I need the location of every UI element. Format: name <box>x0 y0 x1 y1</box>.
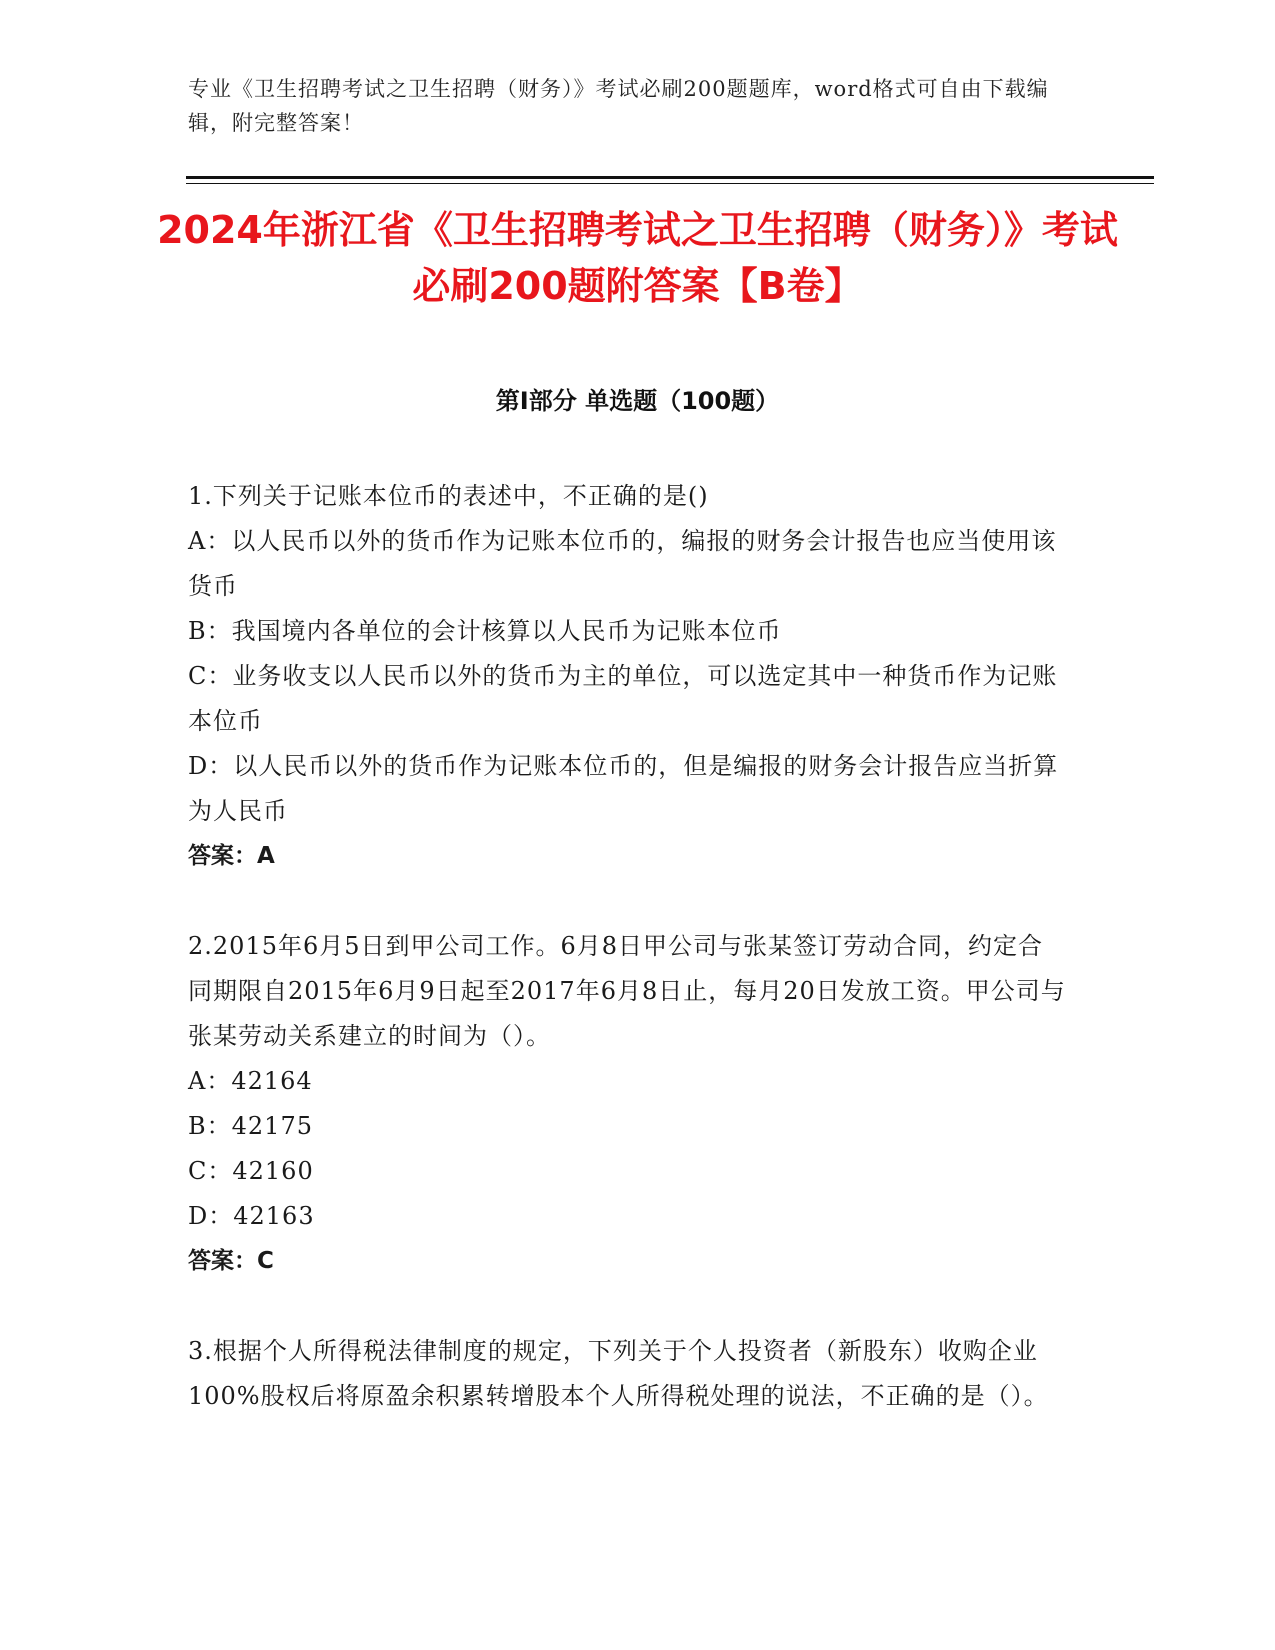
option-a: A：以人民币以外的货币作为记账本位币的，编报的财务会计报告也应当使用该货币 <box>188 527 1057 600</box>
option-a: A：42164 <box>188 1067 313 1095</box>
answer-line: 答案：A <box>188 843 275 869</box>
question-stem: 2.2015年6月5日到甲公司工作。6月8日甲公司与张某签订劳动合同，约定合同期限自2015年6月9日起至2017年6月8日止，每月20日发放工资。甲公司与张某劳动关系建立的时间为（）。 <box>188 932 1066 1050</box>
option-c: C：42160 <box>188 1157 314 1185</box>
option-d: D：以人民币以外的货币作为记账本位币的，但是编报的财务会计报告应当折算为人民币 <box>188 752 1059 825</box>
question-list <box>188 474 1068 1464</box>
document-title: 2024年浙江省《卫生招聘考试之卫生招聘（财务）》考试必刷200题附答案【B卷】 <box>157 208 1118 308</box>
question-stem: 3.根据个人所得税法律制度的规定，下列关于个人投资者（新股东）收购企业100%股权后将原盈余积累转增股本个人所得税处理的说法，不正确的是（）。 <box>188 1337 1049 1410</box>
section-heading: 第Ⅰ部分 单选题（100题） <box>495 387 780 415</box>
question-1 <box>188 474 1068 879</box>
option-d: D：42163 <box>188 1202 315 1230</box>
question-3 <box>188 1329 1068 1419</box>
option-b: B：42175 <box>188 1112 313 1140</box>
question-stem: 1.下列关于记账本位币的表述中，不正确的是() <box>188 482 709 510</box>
question-2 <box>188 924 1068 1284</box>
option-c: C：业务收支以人民币以外的货币为主的单位，可以选定其中一种货币作为记账本位币 <box>188 662 1058 735</box>
header-note: 专业《卫生招聘考试之卫生招聘（财务）》考试必刷200题题库，word格式可自由下载编辑，附完整答案！ <box>188 77 1049 135</box>
header-divider-thick <box>186 176 1154 179</box>
header-divider-thin <box>186 183 1154 184</box>
option-b: B：我国境内各单位的会计核算以人民币为记账本位币 <box>188 617 782 645</box>
answer-line: 答案：C <box>188 1248 274 1274</box>
